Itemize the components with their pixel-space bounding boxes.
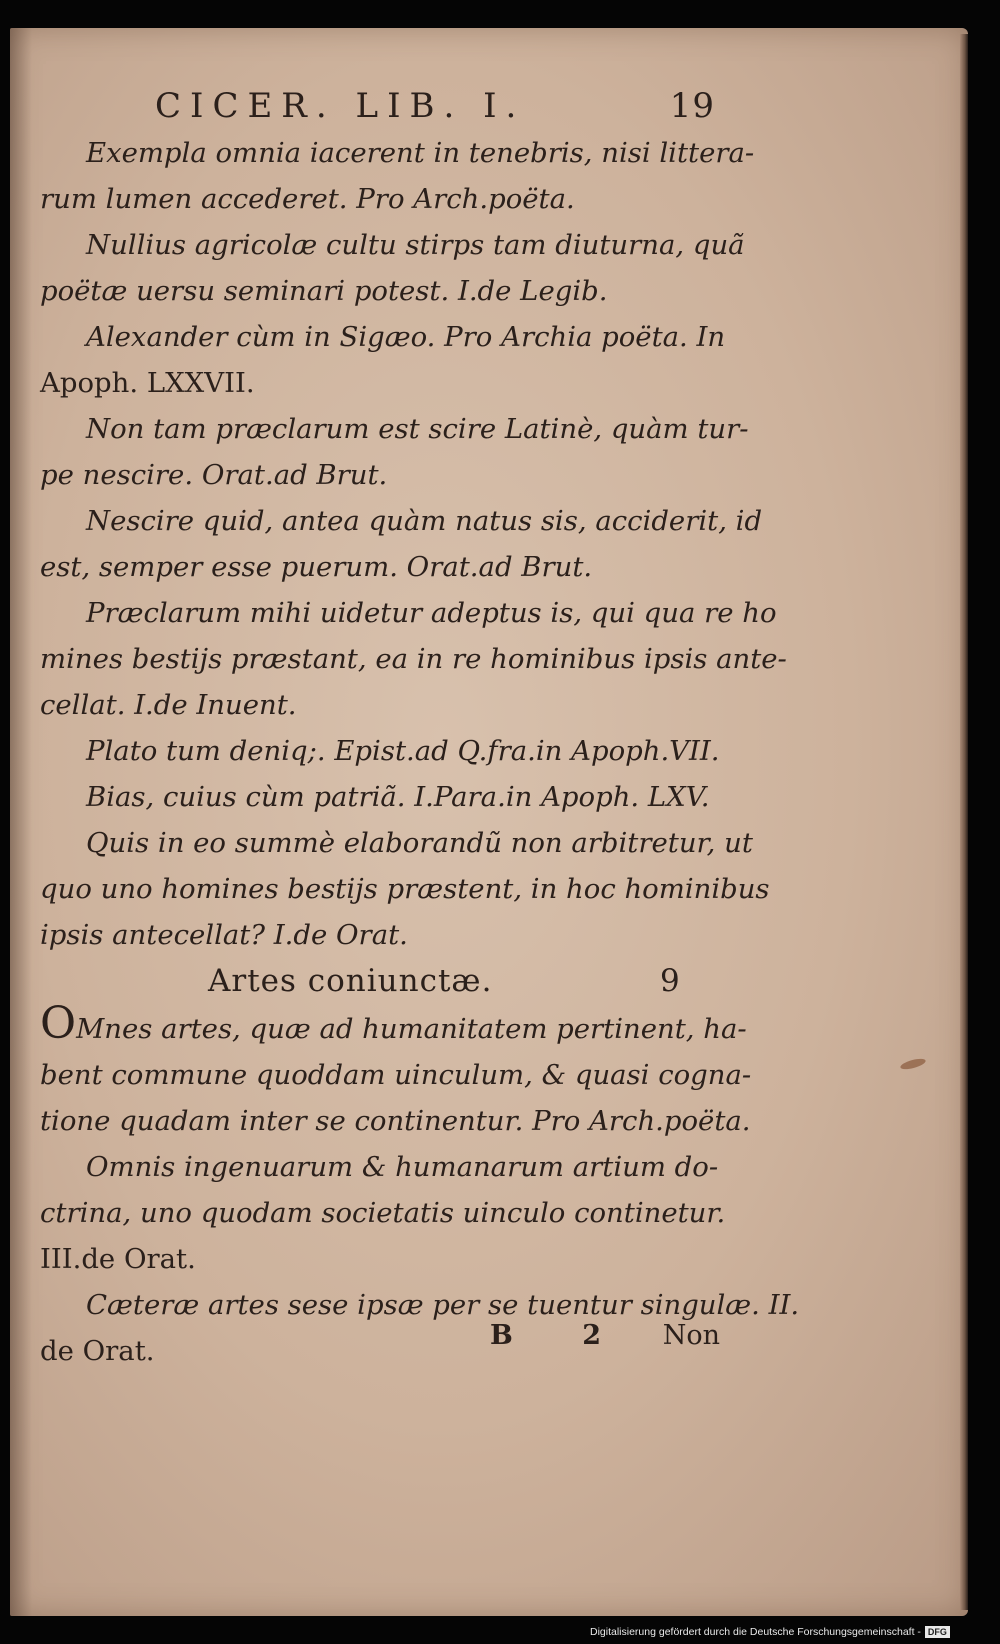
text-line: Plato tum deniq;. Epist.ad Q.fra.in Apoph.VII. xyxy=(86,735,720,767)
text-line: Exempla omnia iacerent in tenebris, nisi littera- xyxy=(86,137,755,169)
text-line: ipsis antecellat? I.de Orat. xyxy=(40,919,408,951)
text-line-rest: Mnes artes, quæ ad humanitatem pertinent, ha- xyxy=(76,1013,747,1045)
text-line xyxy=(40,998,747,1052)
text-line: pe nescire. Orat.ad Brut. xyxy=(40,459,388,491)
text-line: Quis in eo summè elaborandũ non arbitretur, ut xyxy=(86,827,753,859)
running-head-text: CICER. LIB. I. xyxy=(155,86,526,126)
running-header xyxy=(155,86,715,130)
text-line: quo uno homines bestijs præstent, in hoc hominibus xyxy=(40,873,770,905)
text-line: Nescire quid, antea quàm natus sis, acciderit, id xyxy=(86,505,763,537)
page-body xyxy=(40,130,800,1374)
text-line: Omnis ingenuarum & humanarum artium do- xyxy=(86,1151,719,1183)
text-line: mines bestijs præstant, ea in re hominibus ipsis ante- xyxy=(40,643,787,675)
text-line: Apoph. LXXVII. xyxy=(40,367,255,399)
catchword: Non xyxy=(662,1320,720,1351)
signature-mark: B 2 xyxy=(490,1320,632,1351)
text-line: Non tam præclarum est scire Latinè, quàm tur- xyxy=(86,413,749,445)
text-line: est, semper esse puerum. Orat.ad Brut. xyxy=(40,551,593,583)
section-title: Artes coniunctæ. xyxy=(208,963,493,999)
dfg-logo: DFG xyxy=(925,1626,950,1638)
section-heading xyxy=(40,958,740,1004)
page-gutter-shadow xyxy=(10,28,32,1616)
text-line: Bias, cuius cùm patriã. I.Para.in Apoph. LXV. xyxy=(86,781,710,813)
text-line: III.de Orat. xyxy=(40,1243,196,1275)
text-line: cellat. I.de Inuent. xyxy=(40,689,297,721)
page-edge xyxy=(960,34,968,1610)
credit-text: Digitalisierung gefördert durch die Deutsche Forschungsgemeinschaft - xyxy=(590,1626,921,1638)
text-line: Nullius agricolæ cultu stirps tam diuturna, quã xyxy=(86,229,745,261)
text-line: Præclarum mihi uidetur adeptus is, qui qua re ho xyxy=(86,597,777,629)
text-line: Cæteræ artes sese ipsæ per se tuentur singulæ. II. xyxy=(86,1289,800,1321)
page-number: 19 xyxy=(669,86,715,126)
section-number: 9 xyxy=(660,963,680,999)
page-footer xyxy=(490,1320,720,1364)
text-line: de Orat. xyxy=(40,1335,155,1367)
text-line: Alexander cùm in Sigæo. Pro Archia poëta. In xyxy=(86,321,726,353)
text-line: poëtæ uersu seminari potest. I.de Legib. xyxy=(40,275,608,307)
text-line: tione quadam inter se continentur. Pro Arch.poëta. xyxy=(40,1105,751,1137)
text-line: ctrina, uno quodam societatis uinculo continetur. xyxy=(40,1197,726,1229)
text-line: rum lumen accederet. Pro Arch.poëta. xyxy=(40,183,575,215)
text-line: bent commune quoddam uinculum, & quasi cogna- xyxy=(40,1059,752,1091)
initial-letter: O xyxy=(40,998,77,1049)
digitization-credit xyxy=(590,1626,950,1642)
